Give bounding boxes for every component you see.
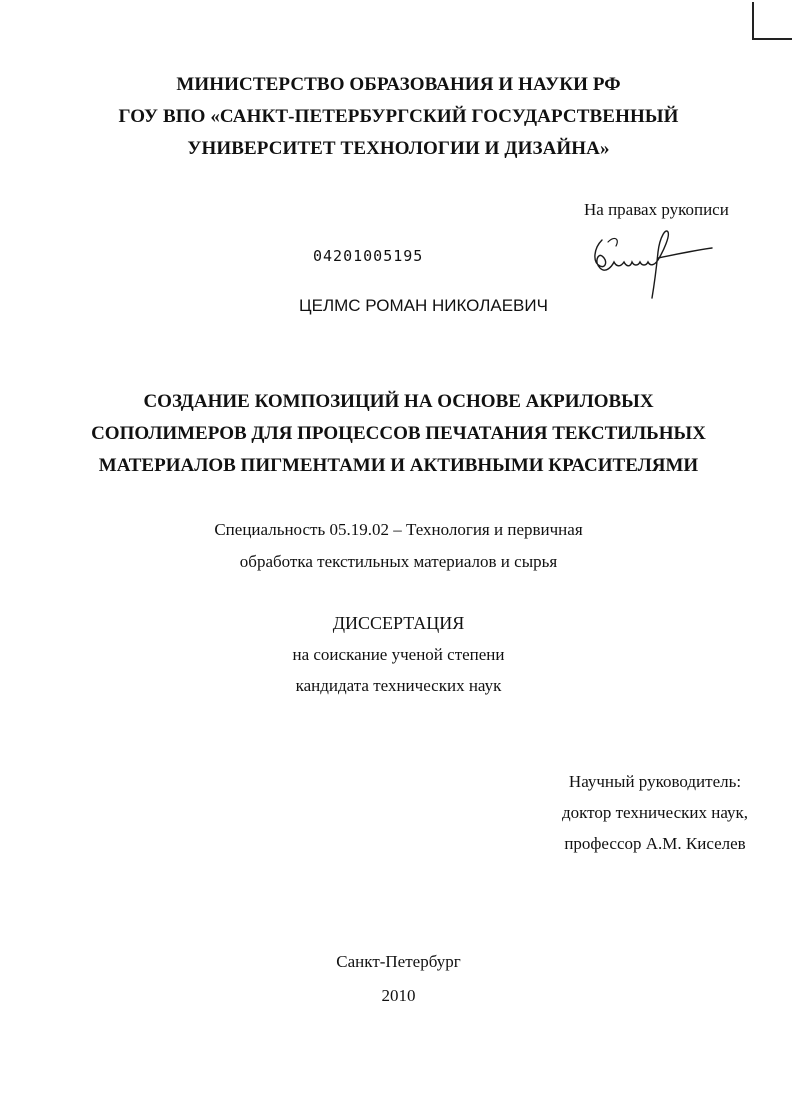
dissertation-block bbox=[0, 608, 797, 701]
specialty-line: Специальность 05.19.02 – Технология и первичная bbox=[214, 520, 583, 539]
dissertation-label: ДИССЕРТАЦИЯ bbox=[332, 613, 465, 633]
author-name: ЦЕЛМС РОМАН НИКОЛАЕВИЧ bbox=[299, 296, 548, 315]
institution-line: ГОУ ВПО «САНКТ-ПЕТЕРБУРГСКИЙ ГОСУДАРСТВЕННЫЙ bbox=[118, 106, 679, 127]
institution-line: УНИВЕРСИТЕТ ТЕХНОЛОГИИ И ДИЗАЙНА» bbox=[187, 138, 610, 159]
institution-line: МИНИСТЕРСТВО ОБРАЗОВАНИЯ И НАУКИ РФ bbox=[176, 74, 621, 95]
scientific-advisor bbox=[520, 766, 790, 859]
title-line: МАТЕРИАЛОВ ПИГМЕНТАМИ И АКТИВНЫМИ КРАСИТЕЛЯМИ bbox=[98, 455, 699, 476]
year: 2010 bbox=[381, 986, 416, 1005]
dissertation-title bbox=[0, 386, 797, 482]
specialty-line: обработка текстильных материалов и сырья bbox=[239, 552, 558, 571]
advisor-line: Научный руководитель: bbox=[568, 772, 742, 791]
title-line: СОЗДАНИЕ КОМПОЗИЦИЙ НА ОСНОВЕ АКРИЛОВЫХ bbox=[143, 391, 654, 412]
degree-line: кандидата технических наук bbox=[295, 676, 502, 695]
specialty-block bbox=[0, 514, 797, 578]
city: Санкт-Петербург bbox=[336, 952, 461, 971]
advisor-line: доктор технических наук, bbox=[561, 803, 749, 822]
degree-line: на соискание ученой степени bbox=[292, 645, 505, 664]
place-and-year bbox=[0, 945, 797, 1013]
manuscript-rights-note: На правах рукописи bbox=[584, 200, 729, 219]
title-line: СОПОЛИМЕРОВ ДЛЯ ПРОЦЕССОВ ПЕЧАТАНИЯ ТЕКСТИЛЬНЫХ bbox=[91, 423, 706, 444]
handwritten-signature bbox=[588, 222, 718, 302]
corner-bracket-mark bbox=[752, 2, 792, 40]
document-number: 04201005195 bbox=[313, 247, 424, 265]
institution-header bbox=[0, 69, 797, 165]
advisor-line: профессор А.М. Киселев bbox=[564, 834, 746, 853]
